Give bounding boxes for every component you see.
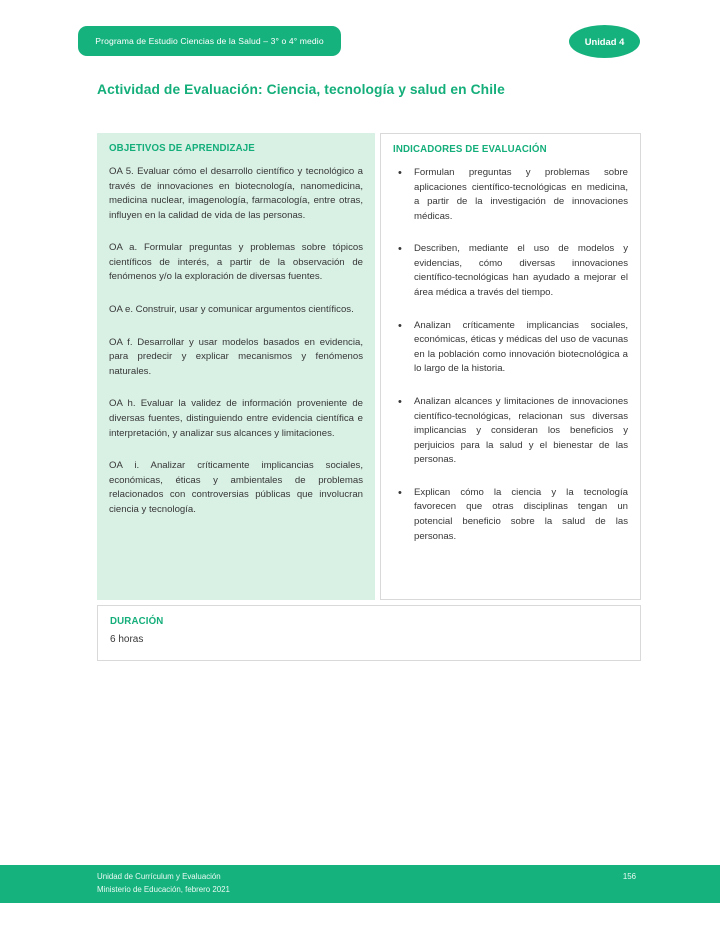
objectives-indicators-row <box>97 133 641 600</box>
program-banner-label: Programa de Estudio Ciencias de la Salud – 3° o 4° medio <box>95 36 324 46</box>
indicator-item: • Describen, mediante el uso de modelos y evidencias, cómo diversas innovaciones científico-tecnológicas han ayudado a mejorar el área médica a través del tiempo. <box>393 242 628 300</box>
duration-cell <box>97 605 641 661</box>
objectives-cell <box>97 133 375 600</box>
indicator-item: • Analizan alcances y limitaciones de innovaciones científico-tecnológicas, relacionan sus diversas implicancias y consideran los beneficios y perjuicios para la salud y el bienestar de las personas. <box>393 395 628 468</box>
duration-header: DURACIÓN <box>110 616 164 627</box>
footer-credits <box>97 871 230 897</box>
objectives-header: OBJETIVOS DE APRENDIZAJE <box>109 143 255 154</box>
objective-oa-a: OA a. Formular preguntas y problemas sobre tópicos científicos de interés, a partir de la observación de fenómenos y/o la exploración de diversas fuentes. <box>109 242 363 283</box>
unit-badge <box>569 25 640 58</box>
objective-oa-e: OA e. Construir, usar y comunicar argumentos científicos. <box>109 304 354 316</box>
objective-oa5: OA 5. Evaluar cómo el desarrollo científico y tecnológico a través de innovaciones en biotecnología, nanomedicina, medicina nuclear, imagenología, farmacología, entre otras, influyen en la calidad de vida de las personas. <box>109 166 363 221</box>
duration-value: 6 horas <box>110 634 144 645</box>
page-footer <box>0 865 720 903</box>
program-banner <box>78 26 341 56</box>
indicator-list <box>393 166 628 544</box>
page-title: Actividad de Evaluación: Ciencia, tecnología y salud en Chile <box>97 82 505 97</box>
objective-oa-i: OA i. Analizar críticamente implicancias sociales, económicas, éticas y ambientales de problemas relacionados con controversias públicas que involucran ciencia y tecnología. <box>109 460 363 515</box>
objective-oa-h: OA h. Evaluar la validez de información proveniente de diversas fuentes, distinguiendo entre evidencia científica e interpretación, y analizar sus alcances y limitaciones. <box>109 398 363 439</box>
footer-line2: Ministerio de Educación, febrero 2021 <box>97 884 230 894</box>
objective-oa-f: OA f. Desarrollar y usar modelos basados en evidencia, para predecir y explicar mecanismos y fenómenos naturales. <box>109 336 363 377</box>
indicator-item: • Explican cómo la ciencia y la tecnología favorecen que otras disciplinas tengan un potencial beneficio sobre la salud de las personas. <box>393 486 628 544</box>
indicator-item: • Formulan preguntas y problemas sobre aplicaciones científico-tecnológicas en medicina, a partir de la investigación de innovaciones médicas. <box>393 166 628 224</box>
indicators-cell <box>380 133 641 600</box>
evaluation-table <box>97 133 641 661</box>
unit-badge-label: Unidad 4 <box>584 36 625 47</box>
indicators-header: INDICADORES DE EVALUACIÓN <box>393 144 547 155</box>
page-number: 156 <box>622 872 636 881</box>
indicator-item: • Analizan críticamente implicancias sociales, económicas, éticas y médicas del uso de vacunas en la población como innovación biotecnológica a lo largo de la historia. <box>393 319 628 377</box>
footer-line1: Unidad de Currículum y Evaluación <box>97 872 221 881</box>
